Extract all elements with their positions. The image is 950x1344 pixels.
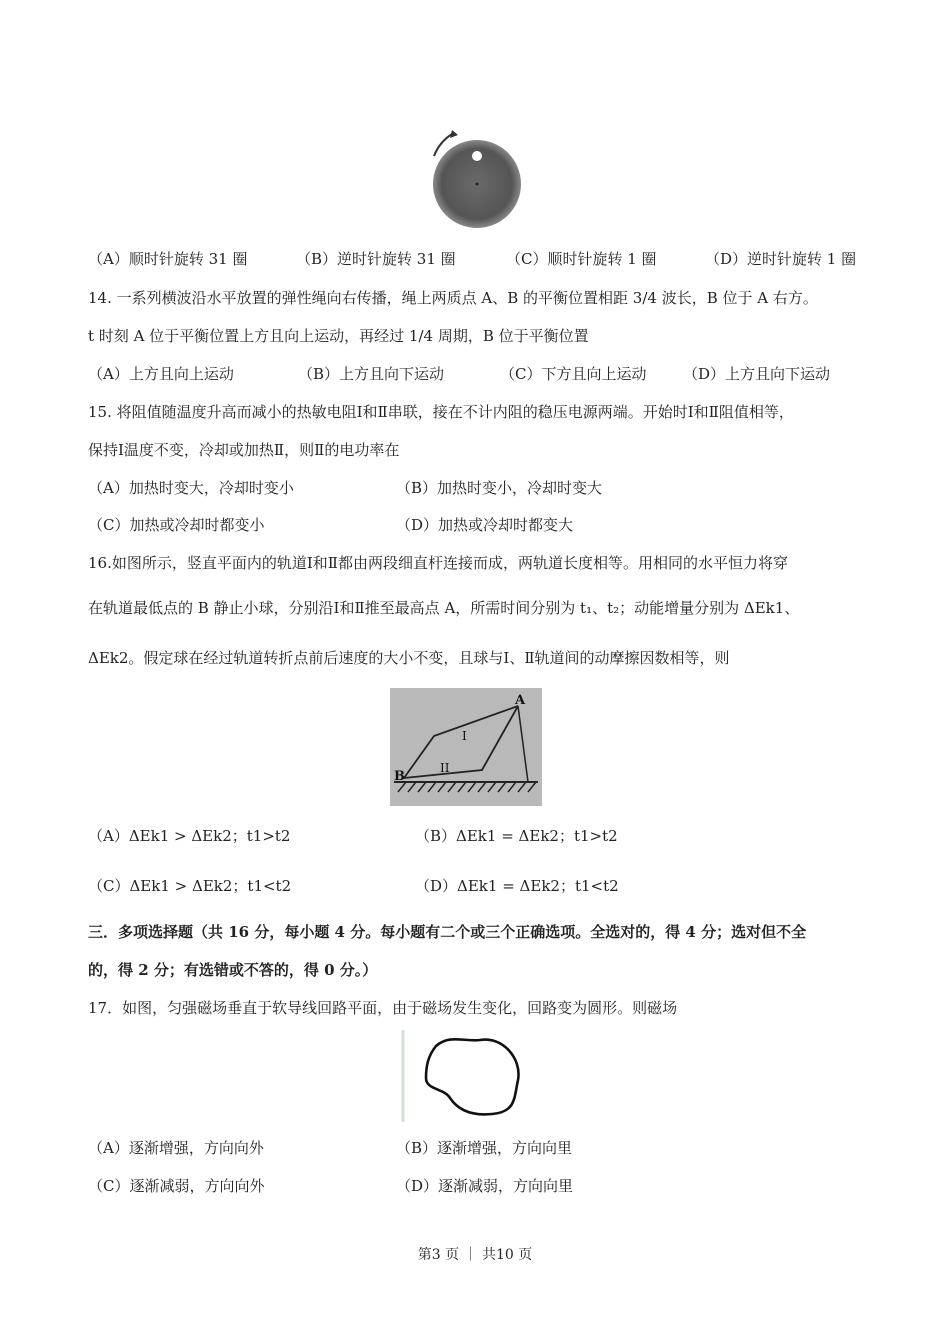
q16-option-d: （D）ΔEk1 = ΔEk2；t1<t2 (415, 877, 619, 895)
q15-option-c: （C）加热或冷却时都变小 (88, 516, 265, 534)
q13-option-a: （A）顺时针旋转 31 圈 (88, 250, 248, 268)
q16-stem-line3: ΔEk2。假定球在经过轨道转折点前后速度的大小不变，且球与Ⅰ、Ⅱ轨道间的动摩擦因数相等，则 (88, 649, 730, 667)
q13-option-b: （B）逆时针旋转 31 圈 (296, 250, 456, 268)
label-II: II (440, 761, 450, 775)
q17-option-d: （D）逐渐减弱，方向向里 (396, 1177, 574, 1195)
page-footer: 第3 页 ｜ 共10 页 (417, 1247, 533, 1263)
q15-option-b: （B）加热时变小，冷却时变大 (396, 479, 603, 497)
q15-stem-line1: 15. 将阻值随温度升高而减小的热敏电阻Ⅰ和Ⅱ串联，接在不计内阻的稳压电源两端。开始时Ⅰ和Ⅱ阻值相等， (88, 403, 794, 421)
label-I: I (462, 729, 467, 743)
q13-option-c: （C）顺时针旋转 1 圈 (506, 250, 657, 268)
section3-heading-line1: 三．多项选择题（共 16 分，每小题 4 分。每小题有二个或三个正确选项。全选对的，得 4 分；选对但不全 (88, 923, 807, 941)
wire-loop (426, 1039, 519, 1114)
q16-option-b: （B）ΔEk1 = ΔEk2；t1>t2 (415, 827, 618, 845)
label-B: B (394, 769, 405, 784)
wire-loop-figure (398, 1028, 528, 1124)
q14-stem-line1: 14. 一系列横波沿水平放置的弹性绳向右传播，绳上两质点 A、B 的平衡位置相距 3/4 波长，B 位于 A 右方。 (88, 289, 818, 307)
disk-hole (472, 151, 482, 161)
q17-option-b: （B）逐渐增强，方向向里 (396, 1139, 573, 1157)
q15-stem-line2: 保持Ⅰ温度不变，冷却或加热Ⅱ，则Ⅱ的电功率在 (88, 441, 400, 459)
q13-option-d: （D）逆时针旋转 1 圈 (705, 250, 857, 268)
q14-option-b: （B）上方且向下运动 (298, 365, 445, 383)
q15-option-a: （A）加热时变大，冷却时变小 (88, 479, 294, 497)
disk-center (476, 183, 479, 186)
q16-stem-line2: 在轨道最低点的 B 静止小球，分别沿Ⅰ和Ⅱ推至最高点 A，所需时间分别为 t₁、t₂；动能增量分别为 ΔEk1、 (88, 599, 800, 617)
q14-stem-line2: t 时刻 A 位于平衡位置上方且向上运动，再经过 1/4 周期，B 位于平衡位置 (88, 327, 589, 345)
q14-option-a: （A）上方且向上运动 (88, 365, 234, 383)
track-figure (390, 688, 542, 806)
q16-option-c: （C）ΔEk1 > ΔEk2；t1<t2 (88, 877, 292, 895)
q14-option-c: （C）下方且向上运动 (500, 365, 647, 383)
rotating-disk-figure (424, 128, 528, 232)
rotation-arrowhead (450, 130, 458, 138)
q14-option-d: （D）上方且向下运动 (683, 365, 831, 383)
q15-option-d: （D）加热或冷却时都变大 (396, 516, 574, 534)
q16-stem-line1: 16.如图所示，竖直平面内的轨道Ⅰ和Ⅱ都由两段细直杆连接而成，两轨道长度相等。用相同的水平恒力将穿 (88, 554, 788, 572)
section3-heading-line2: 的，得 2 分；有选错或不答的，得 0 分。） (88, 961, 378, 979)
q17-option-c: （C）逐渐减弱，方向向外 (88, 1177, 265, 1195)
q17-stem-line1: 17．如图，匀强磁场垂直于软导线回路平面，由于磁场发生变化，回路变为圆形。则磁场 (88, 999, 678, 1017)
q16-option-a: （A）ΔEk1 > ΔEk2；t1>t2 (88, 827, 291, 845)
label-A: A (515, 693, 526, 708)
q17-option-a: （A）逐渐增强，方向向外 (88, 1139, 264, 1157)
